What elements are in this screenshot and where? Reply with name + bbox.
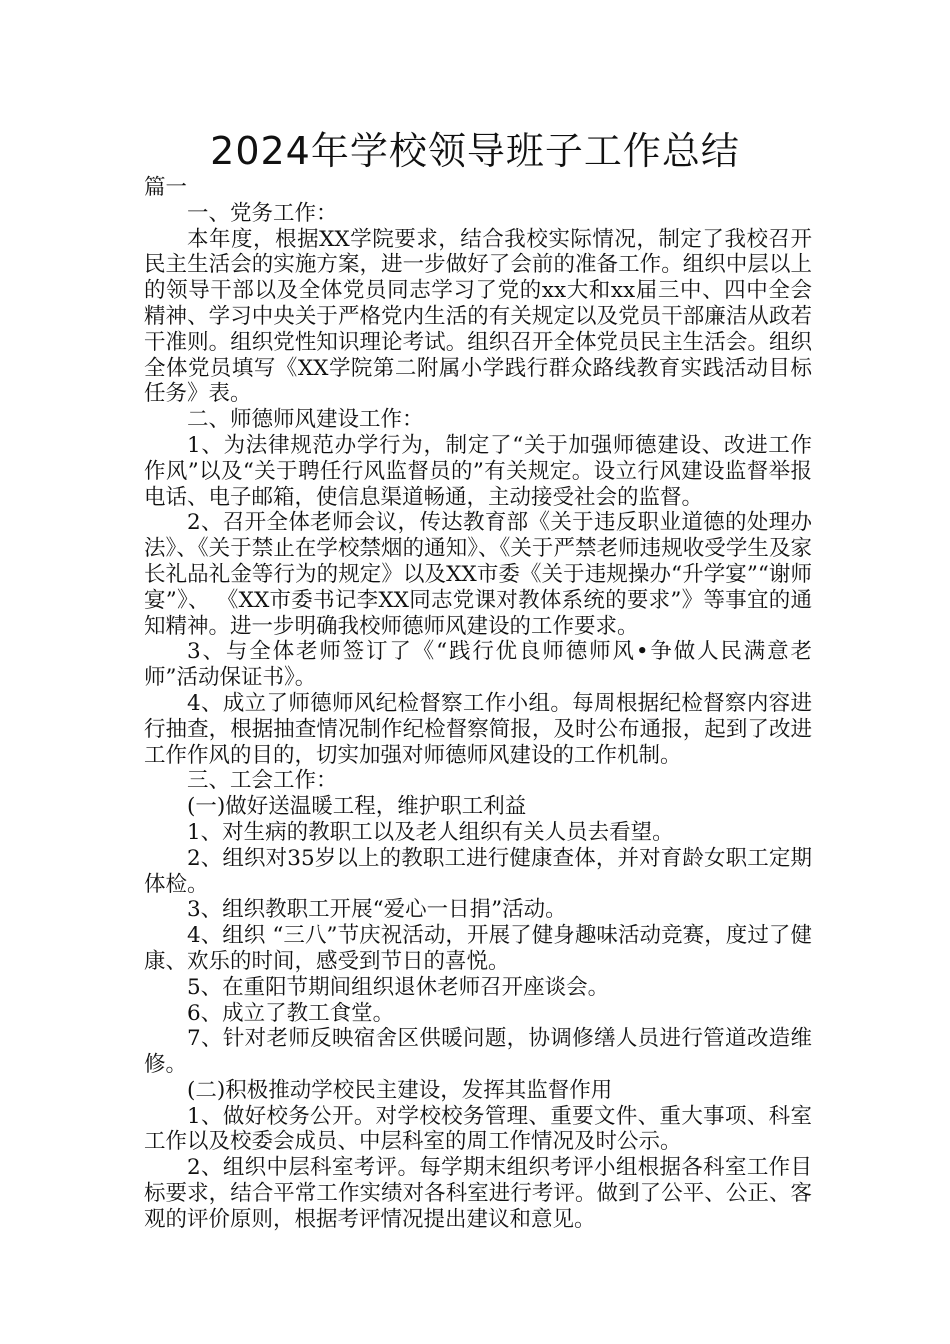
document-body (144, 175, 812, 1233)
body-paragraph: 2、组织中层科室考评。每学期末组织考评小组根据各科室工作目标要求，结合平常工作实绩对各科室进行考评。做到了公平、公正、客观的评价原则，根据考评情况提出建议和意见。 (144, 1155, 812, 1232)
body-paragraph: 6、成立了教工食堂。 (187, 1000, 395, 1026)
body-paragraph: 3、与全体老师签订了《“践行优良师德师风•争做人民满意老师”活动保证书》。 (144, 639, 812, 691)
body-paragraph: 3、组织教职工开展“爱心一日捐”活动。 (187, 897, 567, 923)
body-paragraph: (二)积极推动学校民主建设，发挥其监督作用 (187, 1077, 613, 1103)
body-paragraph: (一)做好送温暖工程，维护职工利益 (187, 794, 527, 820)
body-paragraph: 篇一 (144, 175, 188, 200)
body-paragraph: 4、成立了师德师风纪检督察工作小组。每周根据纪检督察内容进行抽查，根据抽查情况制作纪检督察简报，及时公布通报，起到了改进工作作风的目的，切实加强对师德师风建设的工作机制。 (144, 690, 812, 768)
body-paragraph: 一、党务工作： (187, 200, 338, 226)
body-paragraph: 二、师德师风建设工作： (187, 407, 424, 433)
body-paragraph: 2、召开全体老师会议，传达教育部《关于违反职业道德的处理办法》、《关于禁止在学校禁烟的通知》、《关于严禁老师违规收受学生及家长礼品礼金等行为的规定》以及XX市委《关于违规操办“升学宴”“谢师宴”》、 《XX市委书记李XX同志党课对教体系统的要求”》等事宜的通知精神。进一步明确我校师德师风建设的工作要求。 (144, 510, 812, 639)
document-title: 2024年学校领导班子工作总结 (210, 129, 740, 173)
body-paragraph: 1、做好校务公开。对学校校务管理、重要文件、重大事项、科室工作以及校委会成员、中层科室的周工作情况及时公示。 (144, 1103, 812, 1155)
body-paragraph: 4、组织 “三八”节庆祝活动，开展了健身趣味活动竞赛，度过了健康、欢乐的时间，感受到节日的喜悦。 (144, 923, 812, 974)
body-paragraph: 本年度，根据XX学院要求，结合我校实际情况，制定了我校召开民主生活会的实施方案，进一步做好了会前的准备工作。组织中层以上的领导干部以及全体党员同志学习了党的xx大和xx届三中、四中全会精神、学习中央关于严格党内生活的有关规定以及党员干部廉洁从政若干准则。组织党性知识理论考试。组织召开全体党员民主生活会。组织全体党员填写《XX学院第二附属小学践行群众路线教育实践活动目标任务》表。 (144, 226, 812, 407)
body-paragraph: 1、为法律规范办学行为，制定了“关于加强师德建设、改进工作作风”以及“关于聘任行风监督员的”有关规定。设立行风建设监督举报电话、电子邮箱，使信息渠道畅通，主动接受社会的监督。 (144, 432, 812, 510)
body-paragraph: 7、针对老师反映宿舍区供暖问题，协调修缮人员进行管道改造维修。 (144, 1026, 812, 1078)
body-paragraph: 三、工会工作： (187, 768, 338, 794)
body-paragraph: 5、在重阳节期间组织退休老师召开座谈会。 (187, 974, 610, 1000)
body-paragraph: 1、对生病的教职工以及老人组织有关人员去看望。 (187, 819, 674, 845)
body-paragraph: 2、组织对35岁以上的教职工进行健康查体，并对育龄女职工定期体检。 (144, 845, 812, 897)
